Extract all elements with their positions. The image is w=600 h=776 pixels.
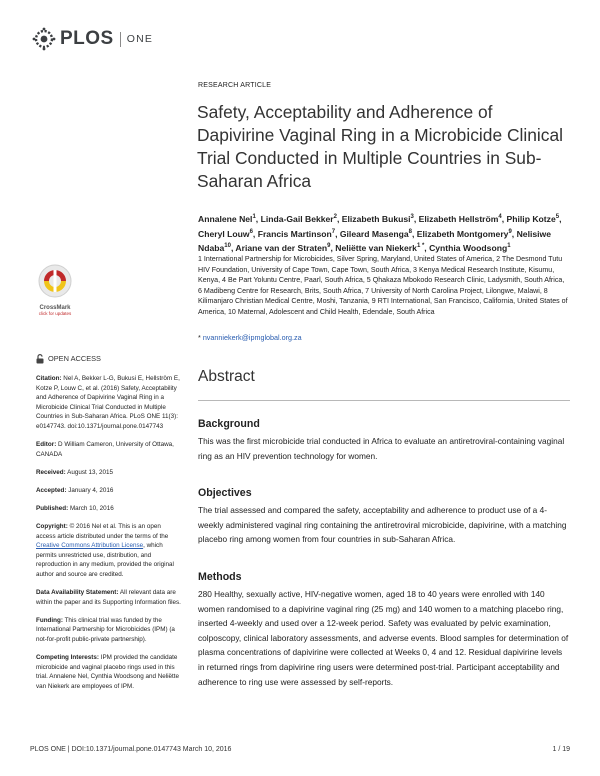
author-name: Annalene Nel <box>198 213 253 224</box>
author-affiliation-ref: 8 <box>408 228 412 235</box>
objectives-heading: Objectives <box>198 487 252 499</box>
plos-logo[interactable] <box>30 26 153 52</box>
copyright-text-end: , which permits unrestricted use, distribution, and reproduction in any medium, provided the original author and source are credited. <box>36 542 174 578</box>
editor-block <box>36 440 182 459</box>
author-affiliation-ref: 7 <box>331 228 336 235</box>
corresponding-email-link[interactable]: nvanniekerk@ipmglobal.org.za <box>202 333 302 342</box>
logo-journal: ONE <box>126 33 154 45</box>
author-affiliation-ref: 5 <box>555 214 560 220</box>
article-type: RESEARCH ARTICLE <box>198 82 272 89</box>
author-name: Cynthia Woodsong <box>429 243 508 254</box>
author-name: Nelisiwe Ndaba <box>198 228 551 254</box>
competing-interests-text: IPM provided the candidate microbicide and vaginal placebo rings used in this trial. Annalene Nel, Cynthia Woodsong and Neliëtte van Niekerk are employees of IPM. <box>36 654 180 690</box>
page-number: 1 / 19 <box>552 746 570 753</box>
data-availability-block <box>36 588 182 607</box>
crossmark-badge[interactable] <box>33 263 77 316</box>
abstract-divider <box>198 400 570 401</box>
author-affiliation-ref: 4 <box>498 214 502 220</box>
background-heading: Background <box>198 418 260 430</box>
received-text: August 13, 2015 <box>67 468 114 476</box>
data-availability-text: All relevant data are within the paper and its Supporting Information files. <box>36 589 181 606</box>
author-name: Philip Kotze <box>506 213 556 224</box>
author-name: Elizabeth Hellström <box>418 213 499 224</box>
crossmark-sub: click for updates <box>38 311 72 316</box>
author-name: Cheryl Louw <box>198 228 250 239</box>
author-affiliation-ref: 2 <box>333 214 337 220</box>
author-affiliation-ref: 9 <box>327 243 331 250</box>
author-affiliation-ref: 1 <box>252 214 256 220</box>
author-affiliation-ref: 10 <box>224 243 231 250</box>
accepted-block <box>36 486 182 496</box>
author-affiliation-ref: 9 <box>508 228 512 235</box>
funding-text: This clinical trial was funded by the International Partnership for Microbicides (IPM) (a not-for-profit public-private partnership). <box>36 616 175 643</box>
methods-heading: Methods <box>198 571 242 583</box>
published-label: Published: <box>36 504 69 512</box>
accepted-text: January 4, 2016 <box>68 486 114 494</box>
author-name: Elizabeth Bukusi <box>341 213 411 224</box>
received-label: Received: <box>36 468 66 476</box>
corresponding-author <box>198 333 302 342</box>
logo-brand: PLOS <box>60 28 114 49</box>
affiliations: 1 International Partnership for Microbicides, Silver Spring, Maryland, United States of America, 2 The Desmond Tutu HIV Foundation, University of Cape Town, Cape Town, South Africa, 3 Kenya Medical Research Institute, Kisumu, Kenya, 4 Be Part Yoluntu Centre, Paarl, South Africa, 5 Qhakaza Mbokodo Research Clinic, Ladysmith, South Africa, 6 Madibeng Centre for Research, Brits, South Africa, 7 University of North Carolina Project, Lilongwe, Malawi, 8 Kilimanjaro Christian Medical Centre, Moshi, Tanzania, 9 RTI International, San Francisco, California, United States of America, 10 Maternal, Adolescent and Child Health, Edendale, South Africa <box>198 255 568 316</box>
methods-text: 280 Healthy, sexually active, HIV-negative women, aged 18 to 40 years were enrolled with 140 women randomised to a dapivirine vaginal ring (25 mg) and 140 women to a matching placebo ring, inserted 4-weekly and used over a 12-week period. Safety was evaluated by pelvic examination, colposcopy, clinical laboratory assessments, and adverse events. Blood samples for determination of plasma concentrations of dapivirine were collected at Weeks 0, 4 and 12. Residual dapivirine levels in returned rings from dapivirine ring users were determined post-trial. Participant acceptability and adherence to ring use were assessed by self-reports. <box>198 589 569 687</box>
author-name: Francis Martinson <box>257 228 332 239</box>
corresponding-marker: * <box>198 333 201 342</box>
page-footer <box>30 746 570 753</box>
accepted-label: Accepted: <box>36 486 67 494</box>
crossmark-icon <box>37 263 73 299</box>
author-affiliation-ref: 1 * <box>416 243 425 250</box>
published-text: March 10, 2016 <box>69 504 114 512</box>
editor-text: D William Cameron, University of Ottawa, CANADA <box>36 441 174 458</box>
citation-label: Citation: <box>36 375 62 382</box>
editor-label: Editor: <box>36 441 57 449</box>
background-text: This was the first microbicide trial conducted in Africa to evaluate an antiretroviral-containing vaginal ring as an HIV prevention technology for women. <box>198 436 565 461</box>
abstract-heading: Abstract <box>198 368 255 385</box>
plos-logo-icon <box>30 26 58 52</box>
author-name: Neliëtte van Niekerk <box>335 243 417 254</box>
author-affiliation-ref: 6 <box>249 228 253 235</box>
author-affiliation-ref: 3 <box>410 214 414 220</box>
citation-block <box>36 374 182 432</box>
citation-text: Nel A, Bekker L-G, Bukusi E, Hellström E, Kotze P, Louw C, et al. (2016) Safety, Acceptability and Adherence of Dapivirine Vaginal Ring in a Microbicide Clinical Trial Conducted in Multiple Countries in Sub-Saharan Africa. PLoS ONE 11(3): e0147743. doi:10.1371/journal.pone.0147743 <box>36 375 180 430</box>
article-sidebar <box>36 354 182 700</box>
objectives-text: The trial assessed and compared the safety, acceptability and adherence to product use of a 4-weekly administered vaginal ring containing the antiretroviral microbicide, dapivirine, with a matching placebo ring among women from four countries in sub-Saharan Africa. <box>198 505 567 545</box>
article-title: Safety, Acceptability and Adherence of Dapivirine Vaginal Ring in a Microbicide Clinical Trial Conducted in Multiple Countries in Sub-Saharan Africa <box>197 102 564 191</box>
author-affiliation-ref: 1 <box>507 243 511 250</box>
published-block <box>36 504 182 514</box>
author-list: Annalene Nel$^1$, Linda-Gail Bekker$^2$, Elizabeth Bukusi$^3$, Elizabeth Hellström$^4$, Philip Kotze$^5$, Cheryl Louw$^6$, Francis Martinson$^7$, Gileard Masenga$^8$, Elizabeth Montgomery$^9$, Nelisiwe Ndaba$^{10}$, Ariane van der Straten$^9$, Neliëtte van Niekerk$^{1 *}$, Cynthia Woodsong$^1$ <box>198 213 562 254</box>
data-availability-label: Data Availability Statement: <box>36 589 119 597</box>
author-name: Ariane van der Straten <box>235 243 328 254</box>
received-block <box>36 468 182 478</box>
funding-label: Funding: <box>36 616 63 624</box>
competing-interests-block <box>36 653 182 691</box>
funding-block <box>36 616 182 645</box>
copyright-block <box>36 522 182 580</box>
license-link[interactable]: Creative Commons Attribution License <box>36 542 144 550</box>
open-access-badge <box>36 354 182 364</box>
author-name: Gileard Masenga <box>339 228 409 239</box>
open-lock-icon <box>36 354 44 364</box>
footer-citation: PLOS ONE | DOI:10.1371/journal.pone.0147743 March 10, 2016 <box>30 746 232 753</box>
logo-divider <box>120 32 121 47</box>
author-name: Elizabeth Montgomery <box>416 228 509 239</box>
copyright-label: Copyright: <box>36 523 68 531</box>
open-access-label: OPEN ACCESS <box>48 354 101 364</box>
copyright-text: © 2016 Nel et al. This is an open access article distributed under the terms of the <box>36 523 169 540</box>
competing-interests-label: Competing Interests: <box>36 654 99 662</box>
crossmark-label: CrossMark <box>39 305 71 311</box>
author-name: Linda-Gail Bekker <box>260 213 334 224</box>
